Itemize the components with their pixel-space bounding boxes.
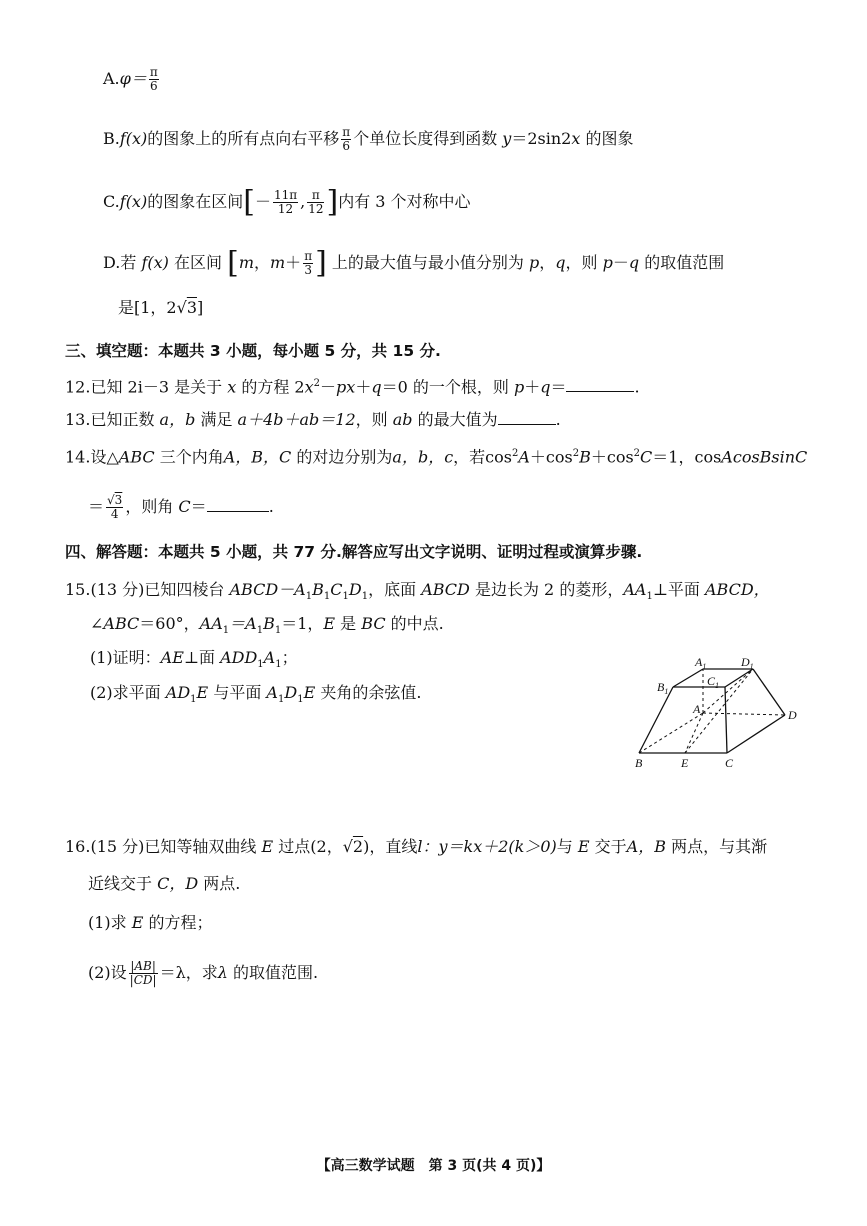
question-15-part2: (2)求平面 $AD_1E$ 与平面 $A_1D_1E$ 夹角的余弦值. (90, 683, 422, 706)
page-footer: 【高三数学试题 第 3 页(共 4 页)】 (316, 1158, 551, 1174)
frustum-figure (625, 655, 805, 770)
question-16-line2: 近线交于 C，D 两点. (88, 874, 241, 893)
label-b: B (635, 756, 643, 770)
label-d1: $D_1$ (741, 655, 754, 671)
question-16-part2: (2)设 $\frac{|AB|}{|CD|}$ ＝λ，求λ 的取值范围. (88, 959, 319, 987)
question-15-line1: 15.(13 分)已知四棱台 $ABCD-A_1B_1C_1D_1$，底面 ABCD 是边长为 2 的菱形，$AA_1\perp$平面 ABCD， (65, 580, 770, 603)
question-15-part1: (1)证明：AE⊥面 $ADD_1A_1$； (90, 648, 298, 671)
hidden-edge-a-d (703, 713, 785, 715)
edge-c-d (727, 715, 785, 753)
edge-d-d1 (753, 669, 785, 715)
option-b: B.f(x)的图象上的所有点向右平移 $\frac{\pi}{6}$ 个单位长度得到函数 y＝2sin2x 的图象 (103, 125, 634, 153)
section-4-title: 四、解答题：本题共 5 小题，共 77 分.解答应写出文字说明、证明过程或演算步骤. (65, 543, 643, 561)
edge-b1-a1 (673, 669, 703, 687)
option-d-line2: 是[1，2√3] (118, 298, 204, 317)
question-12: 12.已知 2i－3 是关于 x 的方程 $2x^2-px+q=0$ 的一个根，则 p＋q＝ . (65, 377, 640, 397)
option-d: D.若 f(x) 在区间 [m，m＋ $\frac{\pi}{3}$ ] 上的最大值与最小值分别为 p，q，则 p－q 的取值范围 (103, 245, 725, 281)
question-16-line1: 16.(15 分)已知等轴双曲线 E 过点(2，√2)，直线l：y＝kx＋2(k＞0)与 E 交于A，B 两点，与其渐 (65, 837, 768, 856)
label-a: A (693, 702, 701, 716)
question-14: 14.设△ABC 三个内角A，B，C 的对边分别为a，b，c，若$\cos^2A+\cos^2B+\cos^2C=1$，cosAcosBsinC (65, 447, 808, 467)
edge-c1-d1 (725, 669, 753, 687)
option-a: A.φ＝ $\frac{\pi}{6}$ (103, 65, 158, 93)
question-14-line2: ＝ $\frac{√3}{4}$ ，则角 C＝ . (88, 493, 274, 521)
section-3-title: 三、填空题：本题共 3 小题，每小题 5 分，共 15 分. (65, 342, 441, 360)
label-c: C (725, 756, 734, 770)
label-e: E (681, 756, 689, 770)
label-b1: $B_1$ (657, 680, 669, 696)
question-15-line2: ∠ABC＝60°，$AA_1=A_1B_1=1$，E 是 BC 的中点. (90, 614, 444, 637)
question-13: 13.已知正数 a，b 满足 a＋4b＋ab＝12，则 ab 的最大值为 . (65, 410, 561, 429)
option-c: C.f(x)的图象在区间[－ $\frac{11\pi}{12}$ , $\frac{\pi}{12}$ ]内有 3 个对称中心 (103, 184, 471, 220)
label-d: D (788, 708, 797, 722)
label-a1: $A_1$ (695, 655, 707, 671)
edge-c-c1 (725, 687, 727, 753)
hidden-edge-a-e (685, 713, 703, 753)
edge-b-b1 (639, 687, 673, 753)
question-16-part1: (1)求 E 的方程； (88, 913, 213, 932)
label-c1: $C_1$ (707, 674, 720, 690)
